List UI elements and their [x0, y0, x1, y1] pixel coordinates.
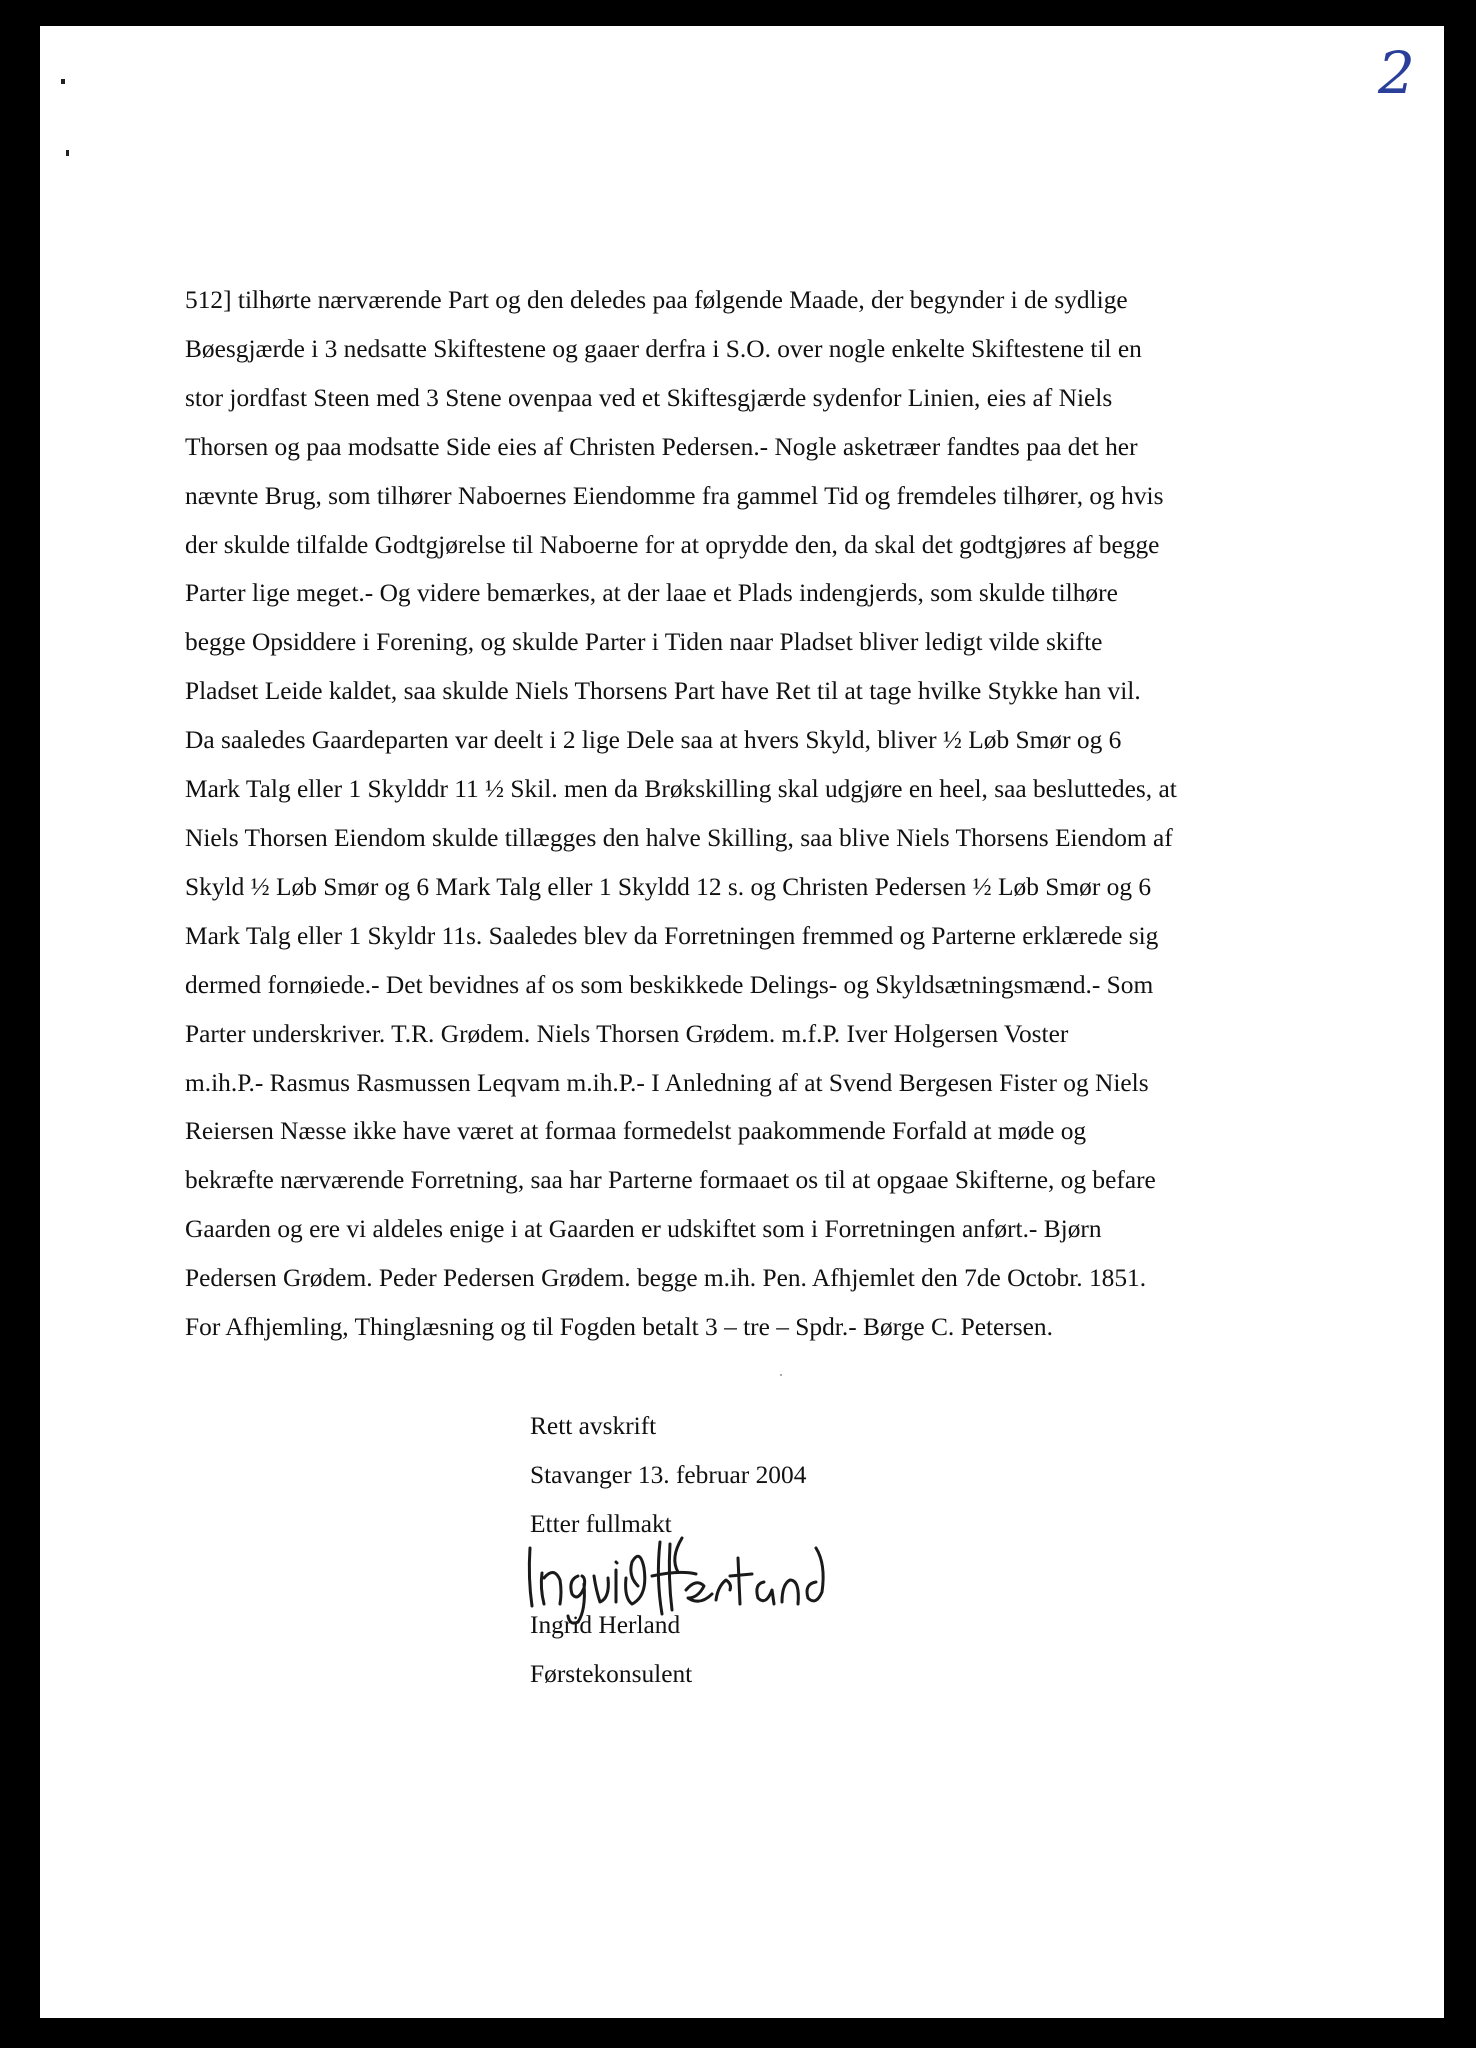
body-line: Mark Talg eller 1 Skylddr 11 ½ Skil. men da Brøkskilling skal udgjøre en heel, saa besluttedes, at	[185, 775, 1177, 804]
body-line: Niels Thorsen Eiendom skulde tillægges den halve Skilling, saa blive Niels Thorsens Eiendom af	[185, 823, 1173, 852]
signatory-title: Førstekonsulent	[530, 1660, 693, 1688]
document-body	[185, 276, 1365, 1352]
body-line: Parter lige meget.- Og videre bemærkes, at der laae et Plads indengjerds, som skulde tilhøre	[185, 579, 1118, 608]
body-line: Parter underskriver. T.R. Grødem. Niels Thorsen Grødem. m.f.P. Iver Holgersen Voster	[185, 1019, 1069, 1048]
body-line: begge Opsiddere i Forening, og skulde Parter i Tiden naar Pladset bliver ledigt vilde skifte	[185, 628, 1103, 657]
body-line: der skulde tilfalde Godtgjørelse til Naboerne for at oprydde den, da skal det godtgjøres af begge	[185, 530, 1160, 559]
signatory-name: Ingrid Herland	[530, 1611, 681, 1639]
body-line: Da saaledes Gaardeparten var deelt i 2 lige Dele saa at hvers Skyld, bliver ½ Løb Smør og 6	[185, 726, 1122, 755]
body-line: 512] tilhørte nærværende Part og den deledes paa følgende Maade, der begynder i de sydlige	[185, 286, 1128, 314]
body-line: nævnte Brug, som tilhører Naboernes Eiendomme fra gammel Tid og fremdeles tilhører, og hvis	[185, 481, 1164, 510]
body-line: Reiersen Næsse ikke have været at formaa formedelst paakommende Forfald at møde og	[185, 1117, 1087, 1146]
document-page	[40, 26, 1444, 2018]
certified-copy-label: Rett avskrift	[530, 1412, 657, 1440]
handwritten-signature	[520, 1518, 840, 1628]
body-line: For Afhjemling, Thinglæsning og til Fogden betalt 3 – tre – Spdr.- Børge C. Petersen.	[185, 1313, 1053, 1342]
place-date: Stavanger 13. februar 2004	[530, 1461, 807, 1489]
body-line: bekræfte nærværende Forretning, saa har Parterne formaaet os til at opgaae Skifterne, og befare	[185, 1166, 1156, 1195]
body-line: stor jordfast Steen med 3 Stene ovenpaa ved et Skiftesgjærde sydenfor Linien, eies af Niels	[185, 383, 1113, 412]
scan-speck	[66, 150, 69, 156]
body-line: Mark Talg eller 1 Skyldr 11s. Saaledes blev da Forretningen fremmed og Parterne erklærede sig	[185, 921, 1159, 950]
body-line: Gaarden og ere vi aldeles enige i at Gaarden er udskiftet som i Forretningen anført.- Bjørn	[185, 1215, 1102, 1244]
scan-speck	[61, 79, 65, 84]
body-line: dermed fornøiede.- Det bevidnes af os som beskikkede Delings- og Skyldsætningsmænd.- Som	[185, 970, 1154, 999]
body-line: Pedersen Grødem. Peder Pedersen Grødem. begge m.ih. Pen. Afhjemlet den 7de Octobr. 1851.	[185, 1264, 1147, 1293]
handwritten-page-number: 2	[1378, 39, 1415, 107]
body-line: Skyld ½ Løb Smør og 6 Mark Talg eller 1 Skyldd 12 s. og Christen Pedersen ½ Løb Smør og 6	[185, 872, 1152, 901]
body-line: Pladset Leide kaldet, saa skulde Niels Thorsens Part have Ret til at tage hvilke Stykke han vil.	[185, 677, 1141, 706]
authorization-label: Etter fullmakt	[530, 1510, 672, 1538]
scan-speck	[780, 1374, 782, 1376]
body-line: m.ih.P.- Rasmus Rasmussen Leqvam m.ih.P.- I Anledning af at Svend Bergesen Fister og Niels	[185, 1068, 1149, 1097]
body-line: Bøesgjærde i 3 nedsatte Skiftestene og gaaer derfra i S.O. over nogle enkelte Skiftestene til en	[185, 334, 1142, 363]
body-line: Thorsen og paa modsatte Side eies af Christen Pedersen.- Nogle asketræer fandtes paa det her	[185, 432, 1138, 461]
